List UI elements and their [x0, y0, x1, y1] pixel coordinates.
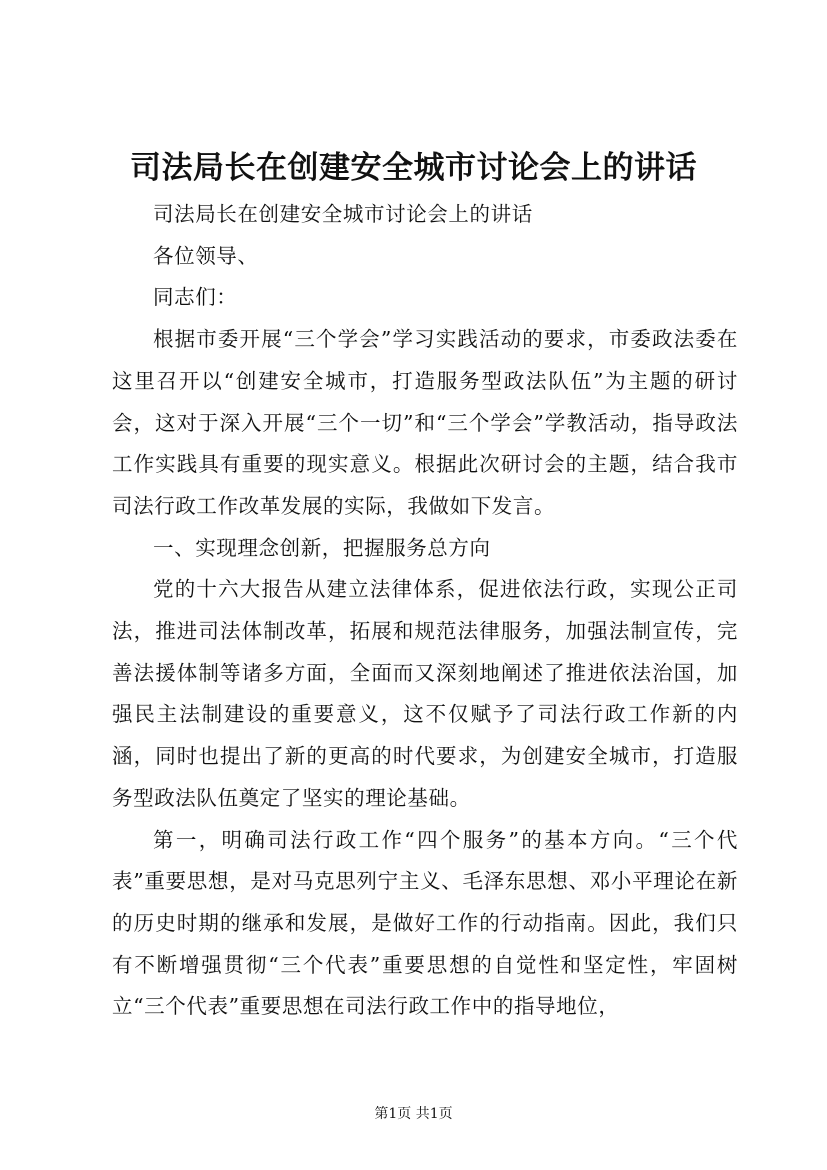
section-heading-1: 一、实现理念创新，把握服务总方向: [153, 535, 491, 560]
paragraph-salutation-leaders: 各位领导、: [153, 243, 259, 268]
document-title: 司法局长在创建安全城市讨论会上的讲话: [130, 150, 697, 186]
document-body: [112, 194, 738, 1028]
paragraph-intro: 根据市委开展“三个学会”学习实践活动的要求，市委政法委在这里召开以“创建安全城市，打造服务型政法队伍”为主题的研讨会，这对于深入开展“三个一切”和“三个学会”学教活动，指导政法工作实践具有重要的现实意义。根据此次研讨会的主题，结合我市司法行政工作改革发展的实际，我做如下发言。: [112, 327, 738, 518]
paragraph-salutation-comrades: 同志们：: [153, 285, 238, 310]
paragraph-subtitle: 司法局长在创建安全城市讨论会上的讲话: [153, 202, 533, 226]
page-footer: 第1页 共1页: [374, 1106, 453, 1122]
paragraph-point-1: 第一，明确司法行政工作“四个服务”的基本方向。“三个代表”重要思想，是对马克思列宁主义、毛泽东思想、邓小平理论在新的历史时期的继承和发展，是做好工作的行动指南。因此，我们只有不断增强贯彻“三个代表”重要思想的自觉性和坚定性，牢固树立“三个代表”重要思想在司法行政工作中的指导地位，: [112, 827, 738, 1019]
paragraph-section-1: 党的十六大报告从建立法律体系，促进依法行政，实现公正司法，推进司法体制改革，拓展和规范法律服务，加强法制宣传，完善法援体制等诸多方面，全面而又深刻地阐述了推进依法治国，加强民主法制建设的重要意义，这不仅赋予了司法行政工作新的内涵，同时也提出了新的更高的时代要求，为创建安全城市，打造服务型政法队伍奠定了坚实的理论基础。: [112, 577, 738, 810]
